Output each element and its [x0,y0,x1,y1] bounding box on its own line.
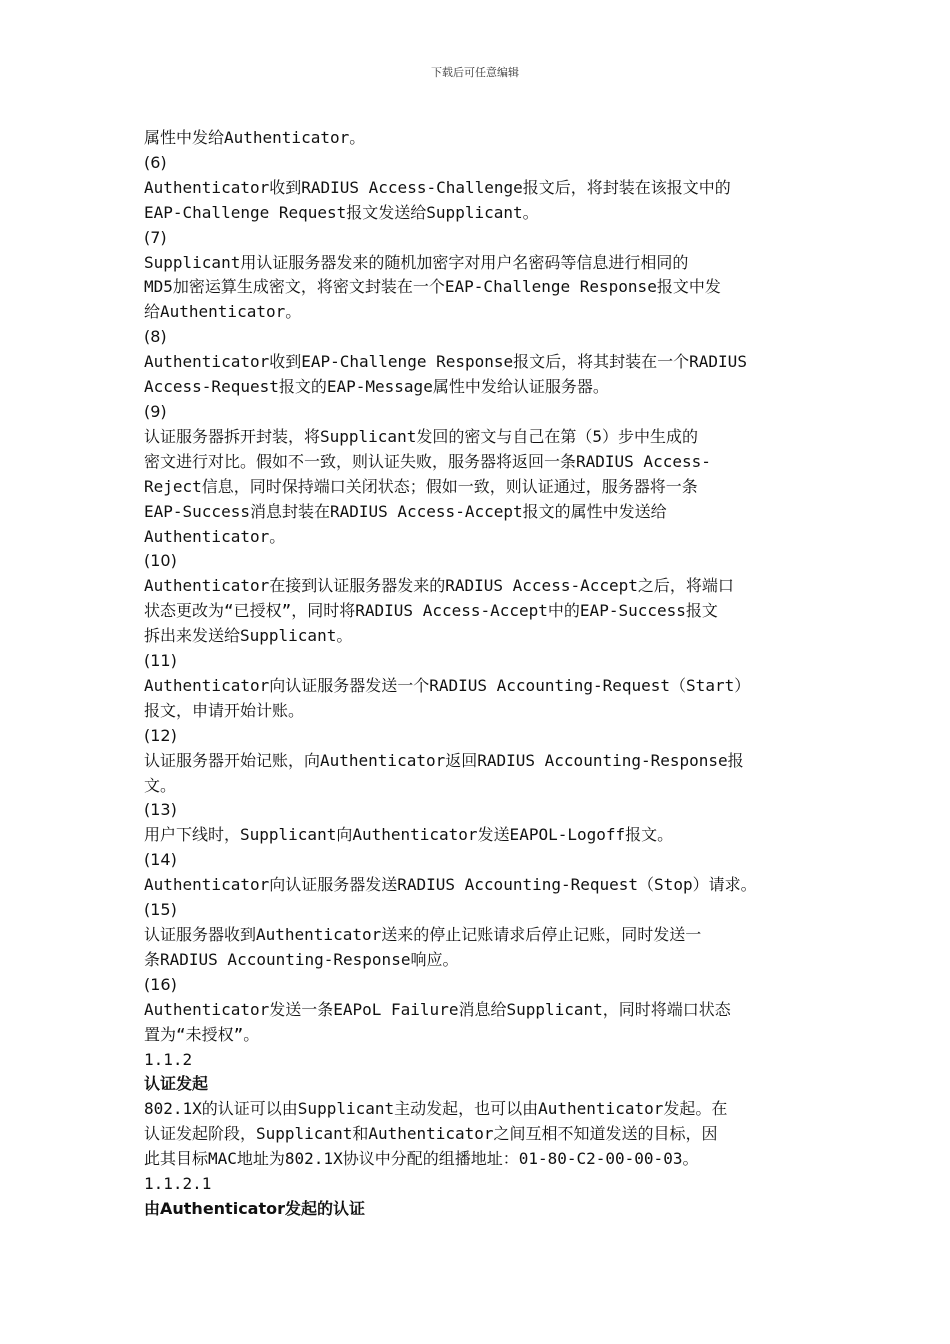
text-line: 认证服务器收到Authenticator送来的停止记账请求后停止记账，同时发送一 [144,925,702,944]
text-line: Authenticator收到RADIUS Access-Challenge报文后，将封装在该报文中的 [144,177,731,197]
step-number: (9) [144,401,167,421]
section-heading: 认证发起 [144,1074,209,1094]
text-line: EAP-Challenge Request报文发送给Supplicant。 [144,202,539,222]
step-number: (11) [144,651,177,671]
text-line: 条RADIUS Accounting-Response响应。 [144,949,459,969]
text-line: Authenticator向认证服务器发送一个RADIUS Accounting-Request（Start） [144,675,751,695]
text-line: Authenticator收到EAP-Challenge Response报文后，将其封装在一个RADIUS [144,352,747,372]
document-body [144,126,810,1222]
text-line: 此其目标MAC地址为802.1X协议中分配的组播地址：01-80-C2-00-00-03。 [144,1149,699,1169]
text-line: Reject信息，同时保持端口关闭状态；假如一致，则认证通过，服务器将一条 [144,476,698,496]
step-number: (16) [144,974,177,994]
step-number: (12) [144,725,177,745]
text-line: Authenticator发送一条EAPoL Failure消息给Supplicant，同时将端口状态 [144,999,731,1019]
text-line: Supplicant用认证服务器发来的随机加密字对用户名密码等信息进行相同的 [144,252,689,272]
text-line: 文。 [144,775,177,795]
text-line: 认证发起阶段，Supplicant和Authenticator之间互相不知道发送的目标，因 [144,1124,718,1144]
section-heading: 由Authenticator发起的认证 [144,1198,366,1218]
text-line: MD5加密运算生成密文，将密文封装在一个EAP-Challenge Response报文中发 [144,277,721,297]
step-number: (14) [144,850,177,870]
text-line: Authenticator向认证服务器发送RADIUS Accounting-Request（Stop）请求。 [144,875,757,895]
text-line: 用户下线时，Supplicant向Authenticator发送EAPOL-Logoff报文。 [144,825,674,845]
text-line: Access-Request报文的EAP-Message属性中发给认证服务器。 [144,377,609,397]
text-line: 属性中发给Authenticator。 [144,128,366,147]
step-number: (10) [144,551,177,571]
text-line: Authenticator。 [144,526,286,546]
text-line: 拆出来发送给Supplicant。 [144,626,353,646]
text-line: 1.1.2.1 [144,1174,212,1194]
text-line: 状态更改为“已授权”，同时将RADIUS Access-Accept中的EAP-Success报文 [144,601,718,621]
step-number: (6) [144,152,167,172]
text-line: 置为“未授权”。 [144,1024,260,1044]
text-line: EAP-Success消息封装在RADIUS Access-Accept报文的属性中发送给 [144,501,667,521]
text-line: 1.1.2 [144,1049,193,1069]
step-number: (8) [144,327,167,347]
text-line: 认证服务器拆开封装，将Supplicant发回的密文与自己在第（5）步中生成的 [144,426,698,446]
text-line: 报文，申请开始计账。 [144,700,305,720]
text-line: Authenticator在接到认证服务器发来的RADIUS Access-Accept之后，将端口 [144,576,734,596]
text-line: 802.1X的认证可以由Supplicant主动发起，也可以由Authenticator发起。在 [144,1099,728,1119]
step-number: (7) [144,227,167,247]
text-line: 密文进行对比。假如不一致，则认证失败，服务器将返回一条RADIUS Access- [144,451,711,471]
page-header: 下载后可任意编辑 [431,66,519,79]
step-number: (13) [144,800,177,820]
step-number: (15) [144,900,177,920]
text-line: 给Authenticator。 [144,302,302,322]
text-line: 认证服务器开始记账，向Authenticator返回RADIUS Accounting-Response报 [144,750,744,770]
